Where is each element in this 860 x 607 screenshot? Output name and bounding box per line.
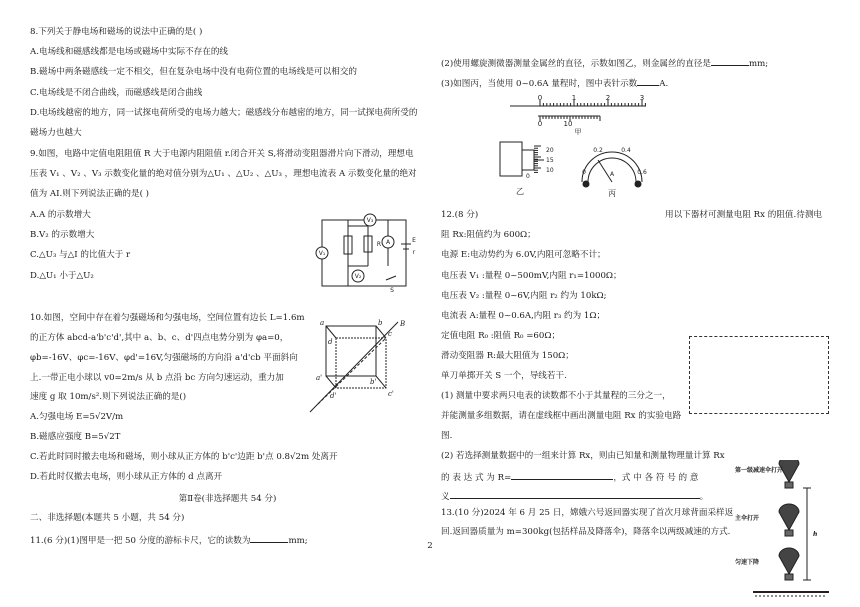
q11-line-1	[30, 533, 308, 547]
q12-expression-suffix: ，式 中 各 符 号 的 意	[613, 473, 699, 483]
micrometer-figure-label: 乙	[516, 187, 524, 196]
q8-option-d: D.电场线越密的地方，同一试探电荷所受的电场力越大；磁感线分布越密的地方，同一试探电荷所受的	[30, 108, 418, 118]
cube-label-a-prime: a'	[316, 374, 323, 382]
q11-3-unit: A.	[659, 79, 669, 89]
q10-line-3: φb=-16V、φc=-16V、φd'=16V,匀强磁场的方向沿 a'd'cb 平面斜向	[30, 353, 298, 363]
circuit-label-r: R	[376, 241, 382, 248]
section-2-intro: 二、非选择题(本题共 5 小题，共 54 分)	[30, 513, 185, 523]
ammeter-tick-0-6: 0.6	[637, 169, 647, 176]
ruler-figure-label: 甲	[574, 128, 582, 136]
q9-option-d: D.△U₁ 小于△U₂	[30, 271, 94, 281]
q12-line-7: 定值电阻 R₀ :阻值 R₀ =60Ω；	[441, 331, 561, 341]
q12-meaning-end: 。	[699, 492, 709, 502]
ammeter-figure	[572, 138, 652, 200]
q12-line-5: 电压表 V₂ :量程 0~6V,内阻 r₂ 约为 10kΩ;	[441, 291, 607, 301]
circuit-label-a: A	[385, 239, 391, 246]
cube-label-d: d	[328, 338, 333, 346]
ruler-tick-0: 0	[537, 94, 543, 102]
ruler-tick-3: 3	[639, 94, 645, 102]
circuit-label-s: S	[390, 287, 394, 294]
circuit-label-r-internal: r	[412, 249, 416, 256]
q12-line-13: (2) 若选择测量数据中的一组来计算 Rx，则由已知量和测量物理量计算 Rx	[441, 451, 725, 461]
q8-stem: 8.下列关于静电场和磁场的说法中正确的是( )	[30, 27, 203, 37]
circuit-label-v3: V₃	[366, 217, 374, 224]
micrometer-tick-20: 20	[546, 147, 554, 154]
q9-option-b: B.V₂ 的示数增大	[30, 230, 95, 240]
vernier-tick-0: 0	[537, 120, 543, 128]
circuit-label-e: E	[412, 237, 416, 244]
q12-line-1b: 用以下器材可测量电阻 Rx 的阻值.待测电	[665, 210, 823, 220]
ruler-tick-1: 1	[571, 94, 577, 102]
q12-meaning-blank[interactable]	[450, 489, 700, 499]
q12-meaning-label: 义	[441, 492, 450, 502]
q11-3-line	[441, 76, 668, 90]
q11-2-text: (2)使用螺旋测微器测量金属丝的直径，示数如图乙，则金属丝的直径是	[441, 59, 711, 69]
q10-line-1: 10.如图，空间中存在着匀强磁场和匀强电场，空间位置有边长 L=1.6m	[30, 313, 305, 323]
q9-line-3: 值为 AI.则下列说法正确的是( )	[30, 189, 150, 199]
q10-option-d: D.若此时仅撤去电场，则小球从正方体的 d 点离开	[30, 472, 223, 482]
ammeter-tick-0-2: 0.2	[593, 147, 603, 154]
q9-line-2: 压表 V₁ 、V₂ 、V₃ 示数变化量的绝对值分别为△U₁ 、△U₂ 、△U₃ ，理想电流表 A 示数变化量的绝对	[30, 169, 417, 179]
circuit-label-v2: V₂	[354, 273, 362, 280]
q9-option-c: C.△U₃ 与△I 的比值大于 r	[30, 250, 131, 260]
section-2-title: 第Ⅱ卷(非选择题共 54 分)	[178, 494, 277, 504]
q12-expression-label: 的 表 达 式 为 R=	[441, 473, 512, 483]
ruler-tick-2: 2	[605, 94, 611, 102]
q10-option-c: C.若此时同时撤去电场和磁场，则小球从正方体的 b'c'边距 b'点 0.8√2m 处离开	[30, 452, 338, 462]
micrometer-tick-10: 10	[546, 167, 554, 174]
q11-2-answer-blank[interactable]	[711, 56, 749, 66]
q12-line-1: 12.(8 分)	[441, 210, 479, 220]
parachute-label-main: 主伞打开	[735, 515, 760, 522]
q12-line-6: 电流表 A:量程 0~0.6A,内阻 r₃ 约为 1Ω；	[441, 311, 606, 321]
ammeter-figure-label: 丙	[608, 189, 616, 198]
vernier-caliper-figure	[508, 92, 648, 136]
ammeter-unit: A	[609, 171, 615, 178]
parachute-label-h: h	[813, 531, 818, 538]
q12-line-3: 电源 E:电动势约为 6.0V,内阻可忽略不计；	[441, 250, 606, 260]
cube-label-b-field: B	[400, 320, 406, 328]
circuit-drawing-box[interactable]	[689, 336, 829, 414]
q13-line-1: 13.(10 分)2024 年 6 月 25 日，嫦娥六号返回器实现了首次月球背面采样返	[441, 508, 734, 518]
micrometer-figure	[490, 138, 570, 200]
circuit-label-v1: V₁	[318, 250, 326, 257]
q12-line-2: 阻 Rx:阻值约为 600Ω；	[441, 230, 536, 240]
parachute-label-first: 第一级减速伞打开	[735, 467, 784, 474]
q11-1-answer-blank[interactable]	[250, 533, 288, 543]
q12-line-15	[441, 489, 708, 503]
ammeter-tick-0-4: 0.4	[621, 147, 631, 154]
parachute-label-uniform: 匀速下降	[735, 559, 760, 566]
q8-option-a: A.电场线和磁感线都是电场或磁场中实际不存在的线	[30, 47, 229, 57]
q10-option-b: B.磁感应强度 B=5√2T	[30, 432, 121, 442]
q12-line-8: 滑动变阻器 R:最大阻值为 150Ω；	[441, 351, 574, 361]
micrometer-zero: 0	[526, 173, 530, 180]
q12-line-14	[441, 470, 698, 484]
q12-line-4: 电压表 V₁ :量程 0~500mV,内阻 r₁=1000Ω；	[441, 271, 622, 281]
cube-label-a: a	[320, 319, 325, 327]
q8-option-b: B.磁场中两条磁感线一定不相交，但在复杂电场中没有电荷位置的电场线是可以相交的	[30, 67, 358, 77]
q11-2-line	[441, 56, 768, 70]
q11-3-answer-blank[interactable]	[637, 76, 659, 86]
q11-1-unit: mm;	[288, 536, 308, 546]
vernier-tick-10: 10	[563, 120, 573, 128]
q10-cube-diagram	[300, 316, 418, 416]
q9-line-1: 9.如图，电路中定值电阻阻值 R 大于电源内阻阻值 r.闭合开关 S,将滑动变阻器滑片向下滑动，理想电	[30, 149, 414, 159]
q9-option-a: A.A 的示数增大	[30, 210, 91, 220]
parachute-descent-figure	[733, 460, 833, 600]
q11-2-unit: mm;	[749, 59, 769, 69]
q11-1-text: 11.(6 分)(1)图甲是一把 50 分度的游标卡尺，它的读数为	[30, 536, 251, 546]
cube-label-b-prime: b'	[370, 378, 377, 386]
q10-option-a: A.匀强电场 E=5√2V/m	[30, 412, 124, 422]
page-number: 2	[427, 541, 433, 551]
q8-option-c: C.电场线是不闭合曲线，而磁感线是闭合曲线	[30, 88, 203, 98]
q13-line-2: 回.返回器质量为 m=300kg(包括样品及降落伞)，降落伞以两级减速的方式.	[441, 527, 731, 537]
ammeter-tick-0: 0	[582, 169, 586, 176]
cube-label-c: c	[388, 330, 392, 338]
q10-line-4: 上.一带正电小球以 v0=2m/s 从 b 点沿 bc 方向匀速运动，重力加	[30, 373, 284, 383]
cube-label-b: b	[378, 319, 383, 327]
micrometer-tick-15: 15	[546, 157, 554, 164]
q12-expression-blank[interactable]	[511, 470, 613, 480]
q12-line-9: 单刀单掷开关 S 一个，导线若干.	[441, 371, 567, 381]
q10-line-2: 的正方体 abcd-a'b'c'd',其中 a、b、c、d'四点电势分别为 φa=0，	[30, 333, 289, 343]
q12-line-11: 并能测量多组数据，请在虚线框中画出测量电阻 Rx 的实验电路	[441, 411, 682, 421]
q8-option-d-cont: 磁场力也越大	[30, 128, 82, 138]
cube-label-d-prime: d'	[330, 392, 337, 400]
q10-line-5: 速度 g 取 10m/s².则下列说法正确的是()	[30, 392, 187, 402]
q9-circuit-diagram	[300, 206, 418, 298]
q12-line-12: 图.	[441, 431, 453, 441]
q11-3-text: (3)如图丙，当使用 0~0.6A 量程时，图中表针示数	[441, 79, 638, 89]
q12-line-10: (1) 测量中要求两只电表的读数都不小于其量程的三分之一，	[441, 391, 671, 401]
cube-label-c-prime: c'	[388, 390, 394, 398]
